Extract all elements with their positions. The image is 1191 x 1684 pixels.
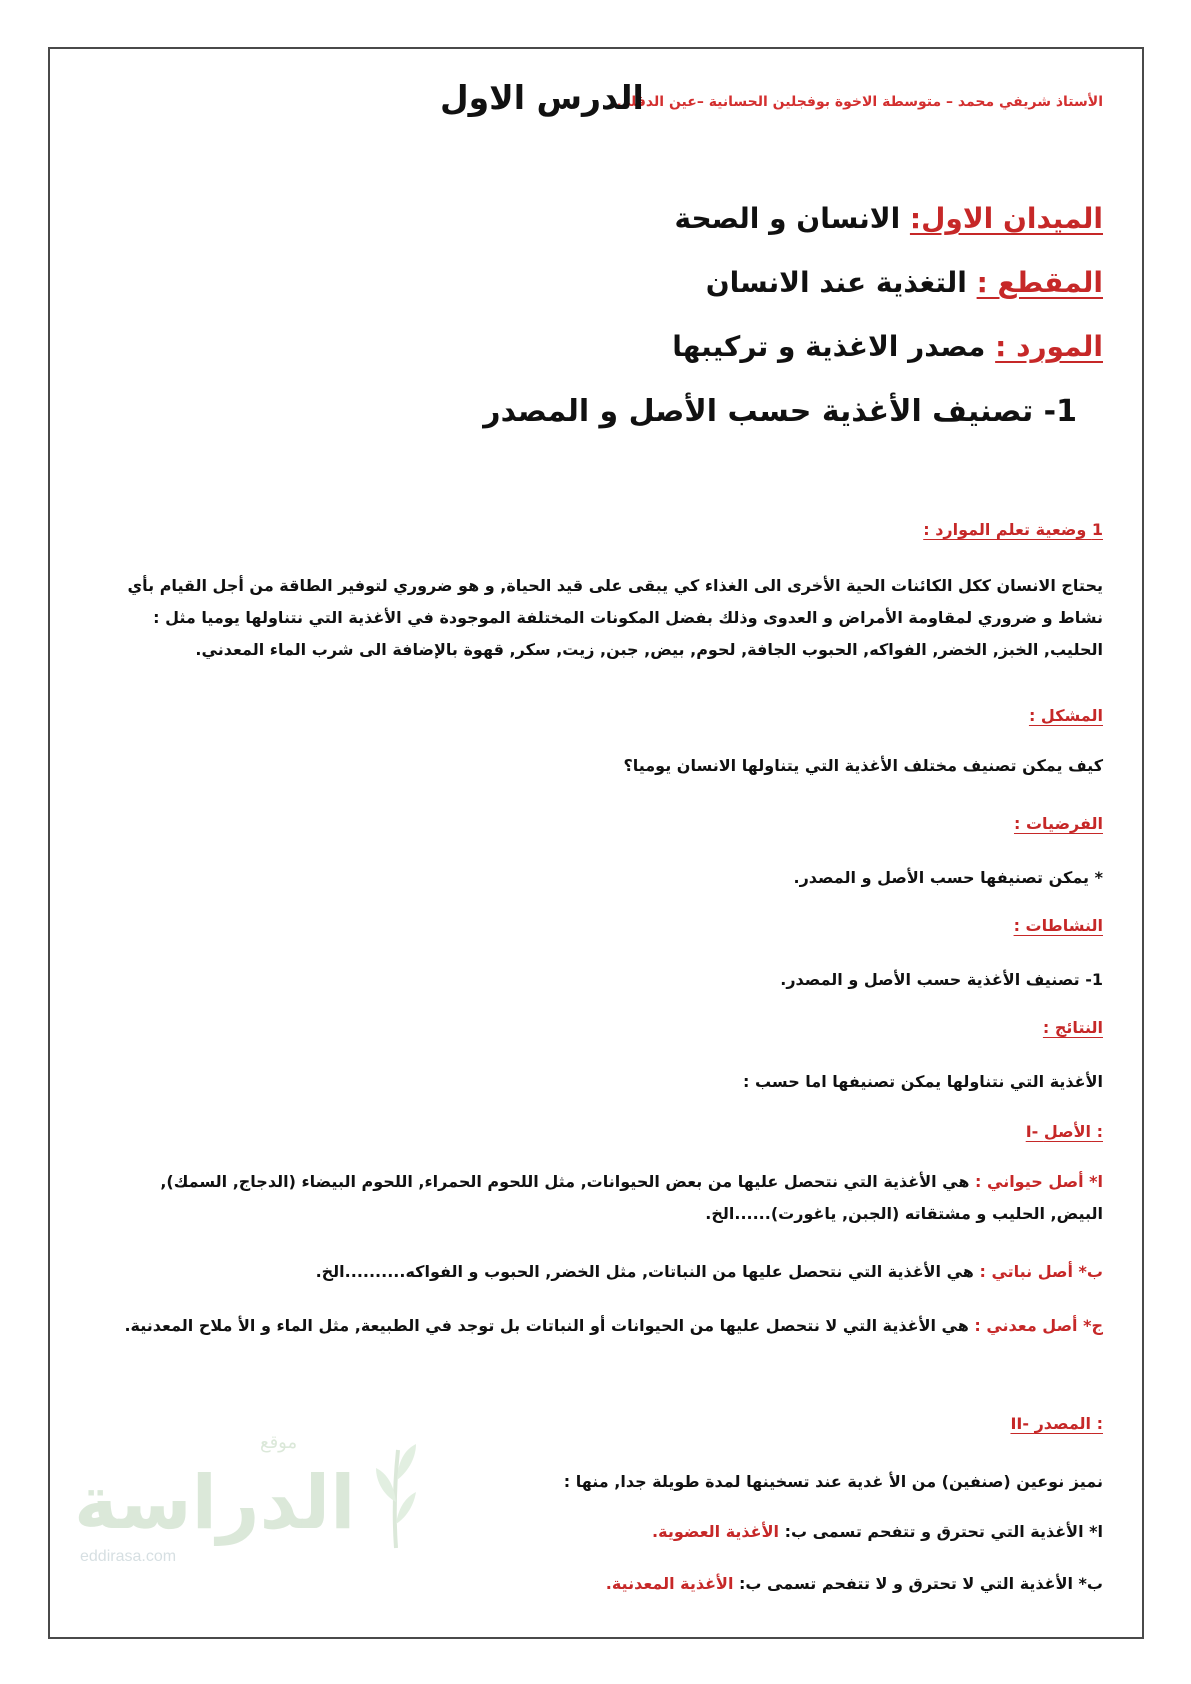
resource-line xyxy=(672,330,1103,363)
results-text: الأغذية التي نتناولها يمكن تصنيفها اما حسب : xyxy=(743,1072,1103,1091)
source-intro: نميز نوعين (صنفين) من الأ غدية عند تسخينها لمدة طويلة جدا, منها : xyxy=(563,1472,1103,1491)
watermark-url: eddirasa.com xyxy=(80,1548,177,1565)
field-key: الميدان الاول: xyxy=(909,202,1103,235)
source-label: II- المصدر : xyxy=(1010,1414,1103,1433)
field-value: الانسان و الصحة xyxy=(674,202,910,235)
mineral-origin-text: هي الأغذية التي لا نتحصل عليها من الحيوانات أو النباتات بل توجد في الطبيعة, مثل الماء و الأ ملاح المعدنية. xyxy=(124,1316,975,1335)
watermark-small-text: موقع xyxy=(260,1432,298,1453)
organic-text: ا* الأغذية التي تحترق و تتفحم تسمى ب: xyxy=(779,1522,1103,1541)
watermark-logo-text: الدراسة xyxy=(74,1460,356,1546)
animal-origin-text: هي الأغذية التي نتحصل عليها من بعض الحيوانات, مثل اللحوم الحمراء, اللحوم البيضاء (الدجاج, السمك), البيض, الحليب و مشتقاته (الجبن, ياغورت)......الخ. xyxy=(160,1172,1103,1223)
plant-origin-text: هي الأغذية التي نتحصل عليها من النباتات, مثل الخضر, الحبوب و الفواكه..........الخ. xyxy=(315,1262,980,1281)
plant-origin-label: ب* أصل نباتي : xyxy=(979,1262,1103,1281)
situation-paragraph: يحتاج الانسان ككل الكائنات الحية الأخرى الى الغذاء كي يبقى على قيد الحياة, و هو ضروري لتوفير الطاقة من أجل القيام بأي نشاط و ضروري لمقاومة الأمراض و العدوى وذلك بفضل المكونات المختلفة الموجودة في الأغذية التي نتناولها يوميا مثل : الحليب, الخبز, الخضر, الفواكه, الحبوب الجافة, لحوم, بيض, جبن, زيت, سكر, قهوة بالإضافة الى شرب الماء المعدني. xyxy=(127,576,1103,659)
organic-term: الأغذية العضوية. xyxy=(652,1522,779,1541)
situation-text xyxy=(104,570,1103,666)
segment-line xyxy=(706,266,1103,299)
origin-plant xyxy=(104,1256,1103,1288)
results-label: النتائج : xyxy=(1042,1018,1103,1037)
site-watermark xyxy=(72,1422,432,1572)
situation-label: 1 وضعية تعلم الموارد : xyxy=(923,520,1103,539)
mineral-text: ب* الأغذية التي لا تحترق و لا تتفحم تسمى ب: xyxy=(733,1574,1103,1593)
mineral-term: الأغذية المعدنية. xyxy=(605,1574,734,1593)
hypotheses-text: * يمكن تصنيفها حسب الأصل و المصدر. xyxy=(793,868,1103,887)
problem-label: المشكل : xyxy=(1028,706,1103,725)
resource-key: المورد : xyxy=(995,330,1103,363)
segment-key: المقطع : xyxy=(976,266,1103,299)
origin-animal xyxy=(104,1166,1103,1230)
activities-label: النشاطات : xyxy=(1013,916,1103,935)
mineral-origin-label: ج* أصل معدني : xyxy=(974,1316,1103,1335)
hypotheses-label: الفرضيات : xyxy=(1013,814,1103,833)
problem-text: كيف يمكن تصنيف مختلف الأغذية التي يتناولها الانسان يوميا؟ xyxy=(623,756,1103,775)
leaf-icon xyxy=(372,1440,420,1550)
field-line xyxy=(675,202,1103,235)
teacher-note: الأستاذ شريفي محمد – متوسطة الاخوة بوفجلين الحسانية –عين الدفلى xyxy=(616,94,1103,110)
lesson-title: الدرس الاول xyxy=(440,78,644,117)
origin-label: I- الأصل : xyxy=(1025,1122,1103,1141)
animal-origin-label: ا* أصل حيواني : xyxy=(975,1172,1103,1191)
resource-value: مصدر الاغذية و تركيبها xyxy=(672,330,996,363)
origin-mineral xyxy=(104,1310,1103,1342)
source-mineral xyxy=(104,1568,1103,1600)
segment-value: التغذية عند الانسان xyxy=(705,266,977,299)
section-heading: 1- تصنيف الأغذية حسب الأصل و المصدر xyxy=(483,394,1077,429)
activities-text: 1- تصنيف الأغذية حسب الأصل و المصدر. xyxy=(780,970,1103,989)
